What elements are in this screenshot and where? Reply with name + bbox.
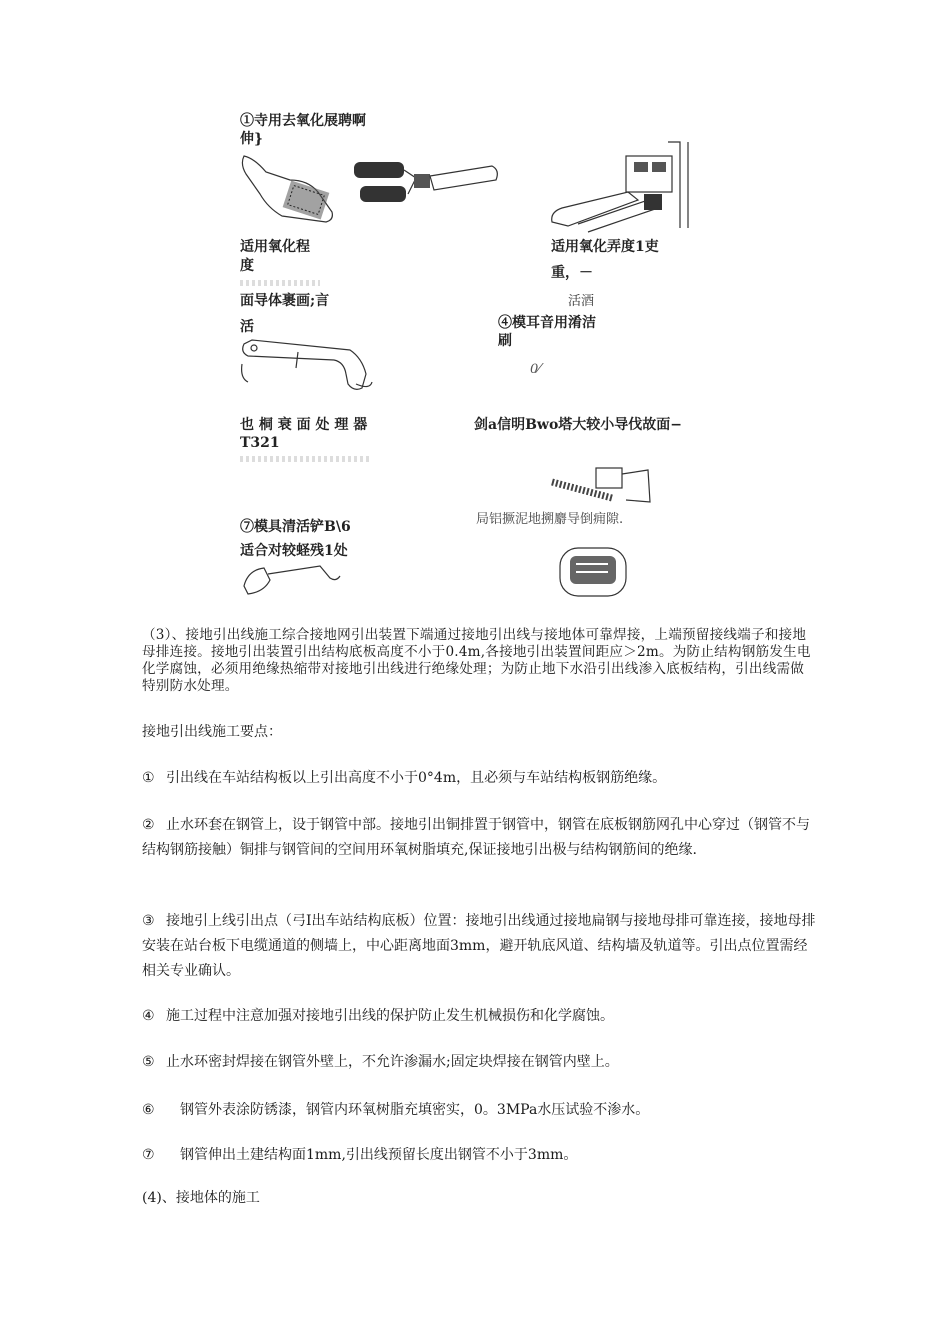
point-3-text: 接地引上线引出点（弓I出车站结构底板）位置：接地引出线通过接地扁钢与接地母排可靠连接，接地母排安装在站台板下电缆通道的侧墙上，中心距离地面3mm，避开轨底风道、结构墙及轨道等。引出点位置需经相关专业确认。 xyxy=(142,913,816,979)
point-7-text: 钢管伸出土建结构面1mm,引出线预留长度出钢管不小于3mm。 xyxy=(180,1147,578,1163)
point-5-num: ⑤ xyxy=(142,1054,155,1070)
clamp-tool-illustration xyxy=(548,142,698,232)
paragraph-4: (4)、接地体的施工 xyxy=(142,1190,260,1206)
point-7 xyxy=(142,1143,817,1168)
tool1-title: ①寺用去氧化展聘啊 xyxy=(240,113,366,129)
point-2-text: 止水环套在钢管上，设于钢管中部。接地引出铜排置于钢管中，钢管在底板钢筋网孔中心穿过（钢管不与结构钢筋接触）铜排与钢管间的空间用环氧树脂填充,保证接地引出极与结构钢筋间的绝缘. xyxy=(142,817,810,858)
tool4-title-cont: 刷 xyxy=(498,333,512,349)
tool2-caption: 适用氧化弄度1吏 xyxy=(551,239,659,255)
wire-brush-illustration xyxy=(238,150,338,225)
tool1-caption: 适用氧化程 xyxy=(240,239,310,255)
cleaning-pad-illustration xyxy=(556,542,632,604)
tool2-caption-note: 活酒 xyxy=(568,294,595,309)
point-6-num: ⑥ xyxy=(142,1102,155,1118)
point-4-num: ④ xyxy=(142,1008,155,1024)
point-4-text: 施工过程中注意加强对接地引出线的保护防止发生机械损伤和化学腐蚀。 xyxy=(166,1008,614,1024)
tool1-title-cont: 伸} xyxy=(240,131,264,147)
point-6 xyxy=(142,1098,817,1123)
paragraph-3: （3）、接地引出线施工综合接地网引出装置下端通过接地引出线与接地体可靠焊接，上端预留接线端子和接地母排连接。接地引出装置引出结构底板高度不小于0.4m,各接地引出装置间距应＞2m。为防止结构钢筋发生电化学腐蚀，必须用绝缘热缩带对接地引出线进行绝缘处理；为防止地下水沿引出线渗入底板结构，引出线需做特别防水处理。 xyxy=(142,627,811,694)
tool3-caption-cont: 活 xyxy=(240,319,254,335)
tool7-caption: 适合对较蛏残1处 xyxy=(240,543,348,559)
tool5-model: T321 xyxy=(240,435,280,451)
rotary-brush-illustration xyxy=(350,158,500,218)
point-1-num: ① xyxy=(142,770,155,786)
tool4-title: ④模耳音用淆洁 xyxy=(498,315,596,331)
point-3 xyxy=(142,909,817,984)
tool2-caption-cont: 重，－ xyxy=(551,265,593,281)
point-2 xyxy=(142,813,817,863)
tool1-caption-cont: 度 xyxy=(240,258,254,274)
tool6-title: 剑a信明Bwo塔大较小导伐故面− xyxy=(474,417,683,433)
point-4 xyxy=(142,1004,817,1029)
tool6-caption: 局铝撅泥地搠麝导倒痈隙. xyxy=(476,512,624,527)
tool3-caption: 面导体裹画;言 xyxy=(240,293,330,309)
point-7-num: ⑦ xyxy=(142,1147,155,1163)
tool7-title: ⑦模具清活铲B\6 xyxy=(240,519,351,535)
point-2-num: ② xyxy=(142,817,155,833)
shovel-scraper-illustration xyxy=(240,560,350,596)
point-6-text: 钢管外表涂防锈漆，钢管内环氧树脂充填密实，0。3MPa水压试验不渗水。 xyxy=(180,1102,650,1118)
point-3-num: ③ xyxy=(142,913,155,929)
scraper-tool-illustration xyxy=(238,334,378,394)
point-5 xyxy=(142,1050,817,1075)
points-title: 接地引出线施工要点： xyxy=(142,724,282,740)
tool4-mark: 0⁄ xyxy=(530,362,541,377)
point-1 xyxy=(142,766,817,791)
tool5-title: 也 桐 衰 面 处 理 器 xyxy=(240,417,368,433)
point-1-text: 引出线在车站结构板以上引出高度不小于0°4m，且必须与车站结构板钢筋绝缘。 xyxy=(166,770,667,786)
brush-pen-illustration xyxy=(552,466,652,506)
point-5-text: 止水环密封焊接在钢管外壁上，不允许渗漏水;固定块焊接在钢管内壁上。 xyxy=(166,1054,619,1070)
